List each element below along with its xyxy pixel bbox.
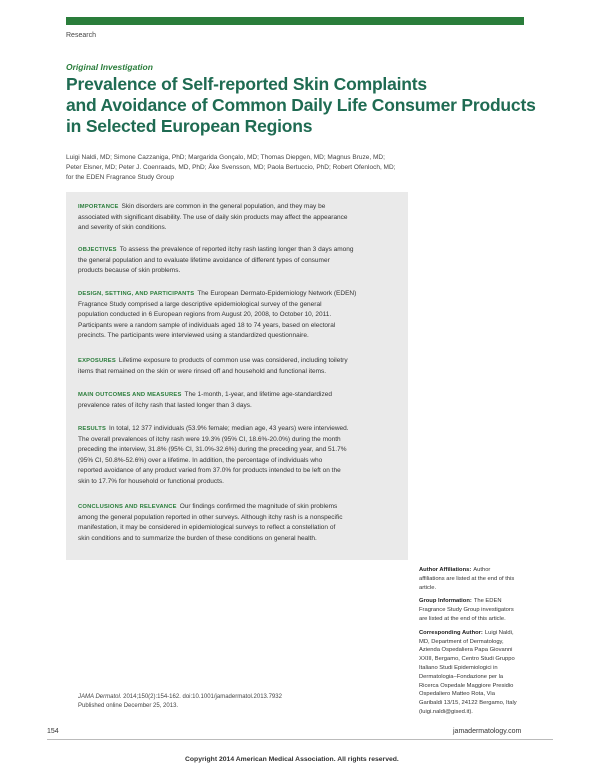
sidebar-text: Luigi Naldi, <box>484 629 514 636</box>
abstract-line: skin to 17.7% for household or functional products. <box>78 477 224 485</box>
author-line: for the EDEN Fragrance Study Group <box>66 174 175 181</box>
journal-name: JAMA Dermatol. <box>78 694 122 700</box>
copyright-notice: Copyright 2014 American Medical Association. All rights reserved. <box>185 756 399 763</box>
author-line: Luigi Naldi, MD; Simone Cazzaniga, PhD; Margarida Gonçalo, MD; Thomas Diepgen, MD; Magnus Bruze, MD; <box>66 154 385 161</box>
abstract-heading: CONCLUSIONS AND RELEVANCE <box>78 504 177 510</box>
abstract-heading: MAIN OUTCOMES AND MEASURES <box>78 392 182 398</box>
abstract-line: population conducted in 6 European regions from August 20, 2008, to October 10, 2011. <box>78 311 332 319</box>
sidebar-heading: Author Affiliations: <box>419 567 472 573</box>
abstract-heading: IMPORTANCE <box>78 204 119 210</box>
sidebar-line: Ricerca Ospedale Maggiore Presidio <box>419 682 514 689</box>
abstract-line: The overall prevalences of itchy rash were 19.3% (95% CI, 18.6%-20.0%) during the month <box>78 435 341 443</box>
sidebar-line: Azienda Ospedaliera Papa Giovanni <box>419 647 513 654</box>
abstract-conclusions <box>78 502 398 544</box>
abstract-text: Lifetime exposure to products of common use was considered, including toiletry <box>118 357 348 364</box>
sidebar-text: Author <box>473 567 491 573</box>
sidebar-line: MD, Department of Dermatology, <box>419 638 504 645</box>
sidebar-line <box>419 566 539 575</box>
sidebar-line: Dermatologia–Fondazione per la <box>419 673 504 680</box>
title-line: in Selected European Regions <box>66 116 313 136</box>
abstract-line: preceding the interview, 31.8% (95% CI, 31.0%-32.6%) during the preceding year, and 51.7% <box>78 446 347 454</box>
section-label: Research <box>66 32 96 39</box>
author-list <box>66 153 486 183</box>
article-title <box>66 74 536 137</box>
page-number: 154 <box>47 728 59 735</box>
title-line: Prevalence of Self-reported Skin Complaints <box>66 74 427 94</box>
abstract-line: Participants were a random sample of individuals aged 18 to 74 years, based on electoral <box>78 321 336 329</box>
sidebar-line <box>419 629 539 638</box>
abstract-line: products because of skin problems. <box>78 267 181 275</box>
sidebar-line: Garibaldi 13/15, 24122 Bergamo, Italy <box>419 700 517 707</box>
abstract-line: items that remained on the skin or were rinsed off and household and functional items. <box>78 367 327 375</box>
abstract-line <box>78 424 398 435</box>
abstract-exposures <box>78 356 398 377</box>
sidebar-line: are listed at the end of this article. <box>419 615 506 622</box>
abstract-objectives <box>78 245 398 277</box>
abstract-text: The European Dermato-Epidemiology Network (EDEN) <box>197 290 357 297</box>
abstract-outcomes <box>78 390 398 411</box>
abstract-text: The 1-month, 1-year, and lifetime age-standardized <box>184 391 332 398</box>
abstract-heading: OBJECTIVES <box>78 247 117 253</box>
abstract-heading: EXPOSURES <box>78 358 116 364</box>
abstract-text: Skin disorders are common in the general population, and they may be <box>121 203 326 210</box>
footer-divider <box>47 739 553 740</box>
abstract-line: reported avoidance of any product varied from 37.0% for products intended to be left on the <box>78 467 341 475</box>
abstract-heading: DESIGN, SETTING, AND PARTICIPANTS <box>78 291 195 297</box>
abstract-line <box>78 245 398 256</box>
author-line: Peter Elsner, MD; Peter J. Coenraads, MD, PhD; Åke Svensson, MD; Paola Bertuccio, PhD; Robert Ofenloch, MD; <box>66 164 396 171</box>
group-information-note <box>419 597 539 623</box>
abstract-text: To assess the prevalence of reported itchy rash lasting longer than 3 days among <box>119 246 354 253</box>
abstract-line <box>78 390 398 401</box>
top-color-bar <box>66 17 524 25</box>
sidebar-text: The EDEN <box>473 598 502 605</box>
abstract-line <box>78 502 398 513</box>
abstract-box <box>66 192 408 560</box>
citation-line <box>78 693 282 702</box>
sidebar-line: Italiano Studi Epidemiologici in <box>419 664 498 671</box>
sidebar-line: Ospedaliero Matteo Rota, Via <box>419 691 495 698</box>
abstract-importance <box>78 202 398 234</box>
article-type: Original Investigation <box>66 62 153 72</box>
sidebar-heading: Group Information: <box>419 598 472 605</box>
citation <box>78 693 282 711</box>
abstract-line: among the general population reported in other surveys. Although itchy rash is a nonspecific <box>78 513 343 521</box>
sidebar-line: XXIII, Bergamo, Centro Studi Gruppo <box>419 656 515 663</box>
sidebar-line <box>419 597 539 606</box>
sidebar-line: affiliations are listed at the end of this <box>419 575 515 582</box>
sidebar-line: Fragrance Study Group investigators <box>419 607 514 614</box>
sidebar-heading: Corresponding Author: <box>419 629 483 636</box>
sidebar-line: article. <box>419 584 437 591</box>
abstract-line <box>78 202 398 213</box>
journal-website-link[interactable]: jamadermatology.com <box>453 728 522 735</box>
abstract-design <box>78 289 398 342</box>
corresponding-author-note <box>419 629 539 717</box>
sidebar-notes <box>419 566 539 722</box>
abstract-line: skin conditions and to summarize the burden of these conditions on general health. <box>78 534 317 542</box>
abstract-line: Fragrance Study comprised a large descriptive epidemiological survey of the general <box>78 300 322 308</box>
title-line: and Avoidance of Common Daily Life Consumer Products <box>66 95 536 115</box>
abstract-results <box>78 424 398 488</box>
abstract-line: the general population and to evaluate lifetime avoidance of different types of consumer <box>78 256 330 264</box>
abstract-heading: RESULTS <box>78 426 107 432</box>
abstract-line: associated with significant disability. The use of daily skin products may affect the appearance <box>78 213 348 221</box>
citation-details: 2014;150(2):154-162. doi:10.1001/jamadermatol.2013.7932 <box>123 694 282 700</box>
published-date: Published online December 25, 2013. <box>78 703 179 709</box>
sidebar-email-link[interactable]: (luigi.naldi@gised.it). <box>419 708 473 715</box>
abstract-text: In total, 12 377 individuals (53.9% female; median age, 43 years) were interviewed. <box>109 425 349 432</box>
abstract-text: Our findings confirmed the magnitude of skin problems <box>179 503 338 510</box>
abstract-line <box>78 356 398 367</box>
author-affiliations-note <box>419 566 539 592</box>
abstract-line: manifestation, it may be considered in epidemiological surveys to reflect a constellation of <box>78 524 336 532</box>
abstract-line: precincts. The participants were interviewed using a standardized questionnaire. <box>78 332 309 340</box>
abstract-line: prevalence rates of itchy rash that lasted longer than 3 days. <box>78 401 252 409</box>
abstract-line: and severity of skin conditions. <box>78 224 167 232</box>
abstract-line <box>78 289 398 300</box>
abstract-line: (95% CI, 50.8%-52.6%) over a lifetime. In addition, the percentage of individuals who <box>78 456 323 464</box>
